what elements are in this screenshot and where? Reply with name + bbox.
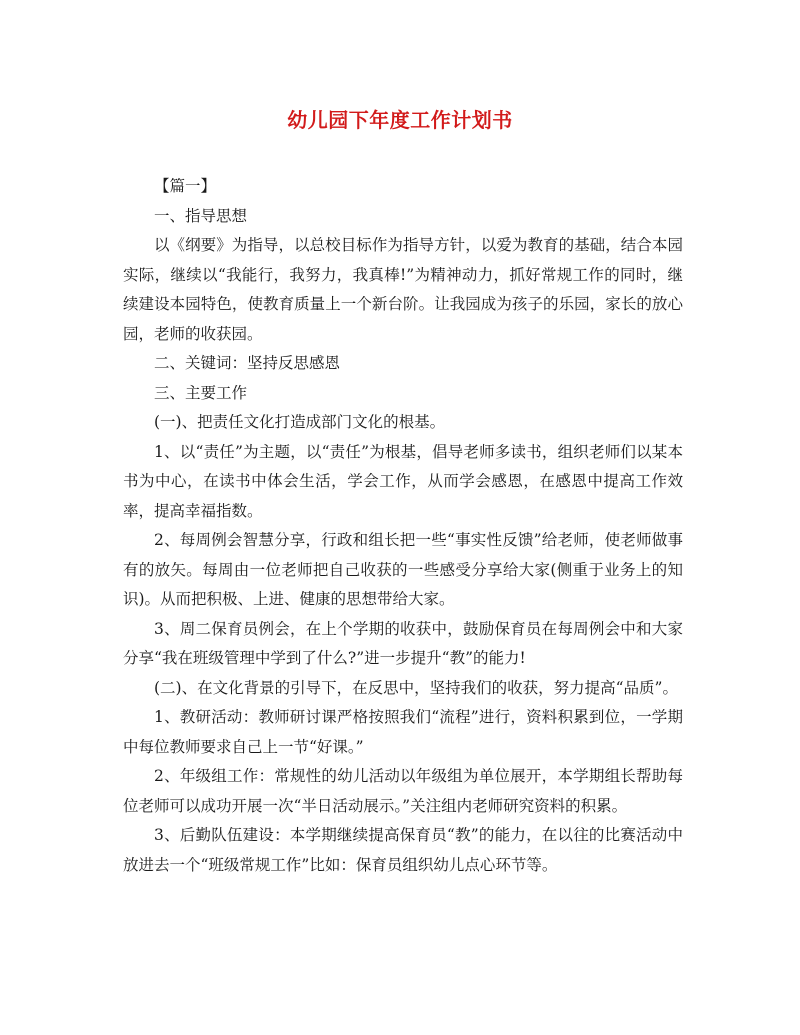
document-title: 幼儿园下年度工作计划书 xyxy=(287,108,513,132)
paragraph-item-3: 3、周二保育员例会，在上个学期的收获中，鼓励保育员在每周例会中和大家分享“我在班级管理中学到了什么?”进一步提升“教”的能力! xyxy=(123,619,683,667)
heading-main-work: 三、主要工作 xyxy=(154,383,248,402)
paragraph-logistics: 3、后勤队伍建设：本学期继续提高保育员“教”的能力，在以往的比赛活动中放进去一个“班级常规工作”比如：保育员组织幼儿点心环节等。 xyxy=(123,826,683,874)
subheading-quality: (二)、在文化背景的引导下，在反思中，坚持我们的收获，努力提高“品质”。 xyxy=(154,678,678,697)
paragraph-guiding-ideology: 以《纲要》为指导，以总校目标作为指导方针，以爱为教育的基础，结合本园实际，继续以“我能行，我努力，我真棒!”为精神动力，抓好常规工作的同时，继续建设本园特色，使教育质量上一个新台阶。让我园成为孩子的乐园，家长的放心园，老师的收获园。 xyxy=(123,236,683,343)
paragraph-item-1: 1、以“责任”为主题，以“责任”为根基，倡导老师多读书，组织老师们以某本书为中心，在读书中体会生活，学会工作，从而学会感恩，在感恩中提高工作效率，提高幸福指数。 xyxy=(123,442,683,520)
subheading-responsibility-culture: (一)、把责任文化打造成部门文化的根基。 xyxy=(154,413,446,431)
document-body xyxy=(123,172,683,880)
paragraph-grade-group: 2、年级组工作：常规性的幼儿活动以年级组为单位展开，本学期组长帮助每位老师可以成功开展一次“半日活动展示。”关注组内老师研究资料的积累。 xyxy=(123,767,683,815)
paragraph-teaching-research: 1、教研活动：教师研讨课严格按照我们“流程”进行，资料积累到位，一学期中每位教师要求自己上一节“好课。” xyxy=(123,708,683,756)
section-label: 【篇一】 xyxy=(154,177,217,195)
paragraph-item-2: 2、每周例会智慧分享，行政和组长把一些“事实性反馈”给老师，使老师做事有的放矢。每周由一位老师把自己收获的一些感受分享给大家(侧重于业务上的知识)。从而把积极、上进、健康的思想带给大家。 xyxy=(123,531,683,608)
heading-guiding-ideology: 一、指导思想 xyxy=(154,206,248,225)
heading-keywords: 二、关键词：坚持反思感恩 xyxy=(154,354,341,372)
